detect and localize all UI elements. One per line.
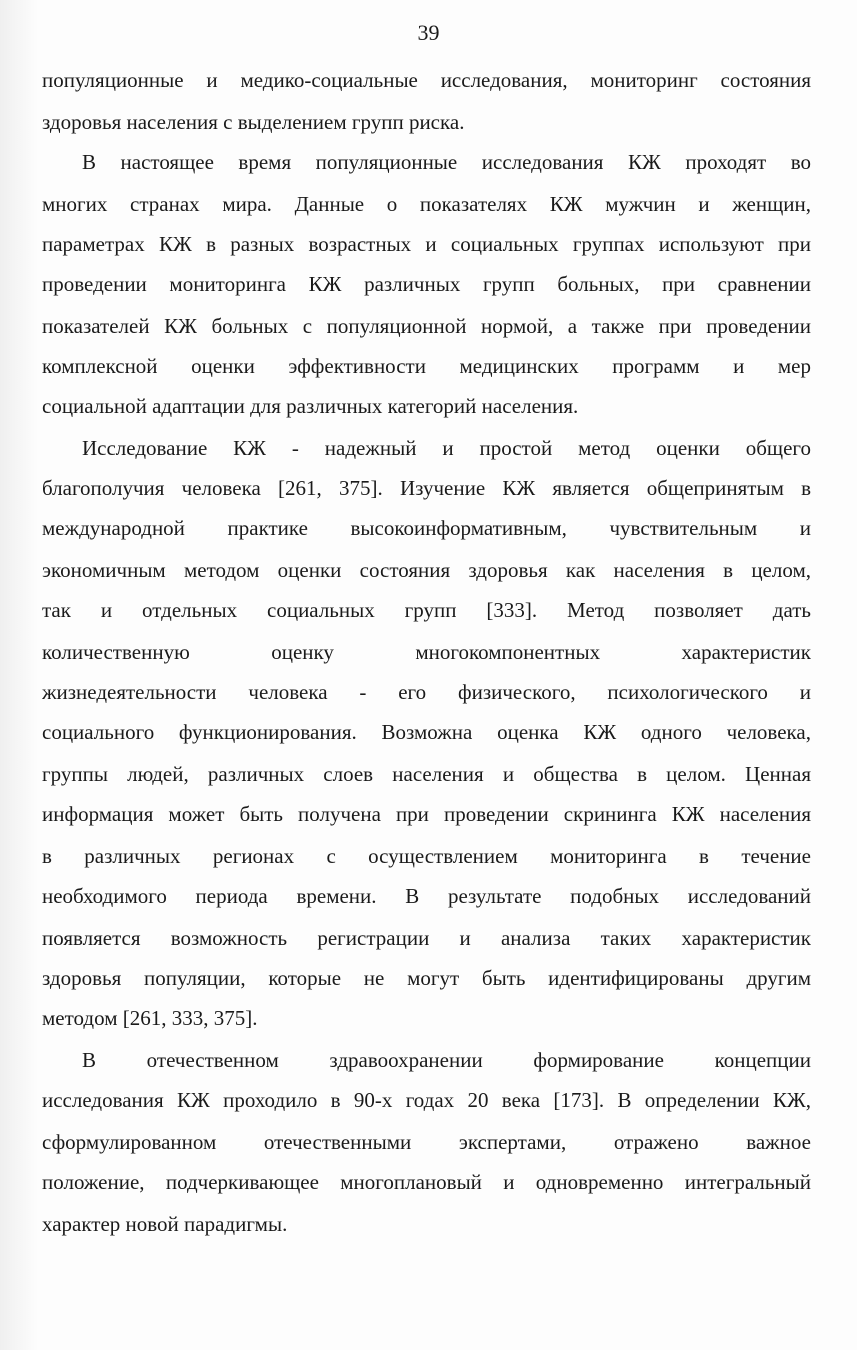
- text-line: характер новой парадигмы.: [42, 1212, 288, 1236]
- text-line: положение, подчеркивающее многоплановый и одновременно интегральный: [42, 1170, 811, 1194]
- text-line: социального функционирования. Возможна оценка КЖ одного человека,: [42, 720, 811, 744]
- scan-shadow: [0, 0, 38, 1350]
- text-line: социальной адаптации для различных категорий населения.: [42, 394, 579, 418]
- text-line: экономичным методом оценки состояния здоровья как населения в целом,: [42, 558, 811, 582]
- text-line: жизнедеятельности человека - его физического, психологического и: [42, 680, 811, 704]
- text-line: необходимого периода времени. В результате подобных исследований: [42, 884, 811, 908]
- paragraph-first-line: В отечественном здравоохранении формирование концепции: [82, 1048, 811, 1072]
- text-line: здоровья населения с выделением групп риска.: [42, 110, 465, 134]
- text-line: появляется возможность регистрации и анализа таких характеристик: [42, 926, 811, 950]
- text-line: благополучия человека [261, 375]. Изучение КЖ является общепринятым в: [42, 476, 811, 500]
- text-line: показателей КЖ больных с популяционной нормой, а также при проведении: [42, 314, 811, 338]
- text-line: так и отдельных социальных групп [333]. Метод позволяет дать: [42, 598, 811, 622]
- text-line: группы людей, различных слоев населения и общества в целом. Ценная: [42, 762, 811, 786]
- text-line: сформулированном отечественными экспертами, отражено важное: [42, 1130, 811, 1154]
- text-line: в различных регионах с осуществлением мониторинга в течение: [42, 844, 811, 868]
- paragraph-first-line: В настоящее время популяционные исследования КЖ проходят во: [82, 150, 811, 174]
- text-line: параметрах КЖ в разных возрастных и социальных группах используют при: [42, 232, 811, 256]
- text-line: количественную оценку многокомпонентных характеристик: [42, 640, 811, 664]
- text-line: информация может быть получена при проведении скрининга КЖ населения: [42, 802, 811, 826]
- text-line: здоровья популяции, которые не могут быть идентифицированы другим: [42, 966, 811, 990]
- page-number: 39: [417, 20, 440, 45]
- paragraph-first-line: Исследование КЖ - надежный и простой метод оценки общего: [82, 436, 811, 460]
- text-line: методом [261, 333, 375].: [42, 1006, 258, 1030]
- text-line: комплексной оценки эффективности медицинских программ и мер: [42, 354, 811, 378]
- text-line: международной практике высокоинформативным, чувствительным и: [42, 516, 811, 540]
- text-line: проведении мониторинга КЖ различных групп больных, при сравнении: [42, 272, 811, 296]
- text-line: многих странах мира. Данные о показателях КЖ мужчин и женщин,: [42, 192, 811, 216]
- text-line: исследования КЖ проходило в 90-х годах 20 века [173]. В определении КЖ,: [42, 1088, 811, 1112]
- text-line: популяционные и медико-социальные исследования, мониторинг состояния: [42, 68, 811, 92]
